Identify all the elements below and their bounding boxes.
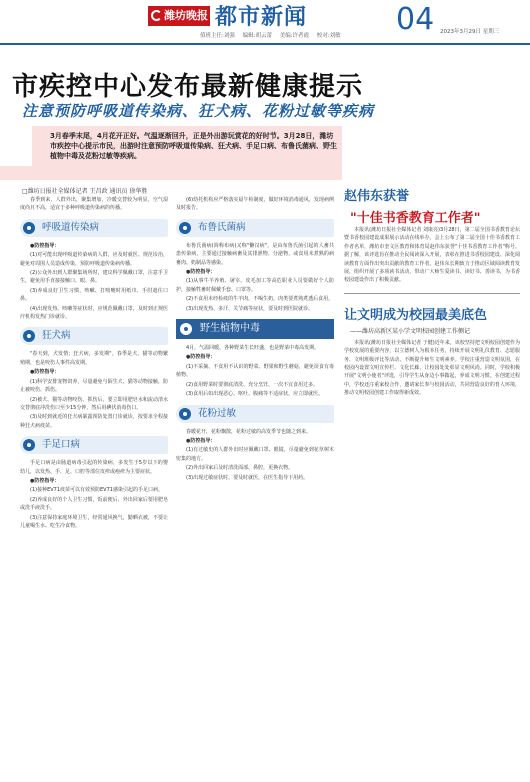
tip-paragraph: (1)对可能出现呼吸道传染病的人群，应及时就医、规范诊治，避免对周围人员造成传染，预防呼吸道传染病传播。 xyxy=(20,252,168,267)
story1-body xyxy=(344,226,520,285)
section-name: 都市新闻 xyxy=(215,5,308,30)
section-heading-text: 手足口病 xyxy=(42,439,81,451)
tip-paragraph: (2)不食用未经检疫的牛羊肉，不喝生奶，肉类要煮熟煮透后食用。 xyxy=(186,296,334,303)
bullet-circle-icon xyxy=(179,222,191,234)
editor-credits: 值班主任:刘强 编辑:胡云蕾 美编:许者霞 校对:刘敏 xyxy=(200,33,341,39)
page-number: 04 xyxy=(396,2,435,37)
section-heading-wild-plants xyxy=(176,319,334,339)
tips-heading: ●防控指导： xyxy=(186,269,216,276)
story-divider xyxy=(344,293,520,294)
tip-paragraph: (3)食用后如出现恶心、呕吐、腹痛等不适症状，应立即就医。 xyxy=(186,391,324,398)
tip-paragraph: (1)不采摘、不食用不认识的野菜、野果和野生蘑菇，避免误食有毒植物。 xyxy=(176,363,334,379)
tip-paragraph: (3)出现过敏症状时，要及时就医，在医生指导下用药。 xyxy=(186,474,309,481)
newspaper-logo xyxy=(148,6,210,26)
section-intro: 4月，气温回暖，各种野菜生长旺盛，也是野菜中毒高发期。 xyxy=(186,345,320,352)
issue-date: 2023年3月29日 星期三 xyxy=(440,29,500,35)
section-heading-rabies xyxy=(20,327,168,345)
tip-paragraph: (2)食用野菜时要彻底清洗、充分烹饪，一次不宜食用过多。 xyxy=(186,381,319,388)
tip-paragraph: (1)接种EV71疫苗可以有效预防EV71感染引起的手足口病。 xyxy=(30,487,163,494)
story2-title: 让文明成为校园最美底色 xyxy=(344,307,488,323)
section-heading-respiratory xyxy=(20,219,168,237)
section-heading-text: 呼吸道传染病 xyxy=(42,221,100,233)
tip-paragraph: (1)科学安排宠物饲养，尽量避免与陌生犬、猫等动物接触，防止被咬伤、抓伤。 xyxy=(20,378,168,394)
tips-heading: ●防控指导： xyxy=(30,242,60,249)
article-column-1 xyxy=(20,196,168,782)
bullet-circle-icon xyxy=(23,439,35,451)
tip-paragraph: (2)养成良好的个人卫生习惯，饭前便后、外出回家后要用肥皂或洗手液洗手。 xyxy=(20,496,168,512)
section-heading-hfmd xyxy=(20,436,168,454)
section-heading-text: 花粉过敏 xyxy=(198,407,237,419)
tip-paragraph: (3)养成良好卫生习惯，咳嗽、打喷嚏时用纸巾、手肘遮住口鼻。 xyxy=(20,287,168,303)
section-heading-text: 野生植物中毒 xyxy=(200,323,260,335)
main-headline: 市疾控中心发布最新健康提示 xyxy=(12,72,364,102)
bullet-circle-icon xyxy=(179,408,191,420)
tip-paragraph: (3)及时到就近的狂犬病暴露预防处置门诊就诊，按要求全程接种狂犬病疫苗。 xyxy=(20,414,168,429)
tip-paragraph: (4)出现发热、咳嗽等症状时，应规范佩戴口罩，及时到正规医疗机构发热门诊就诊。 xyxy=(20,305,168,321)
side-column xyxy=(344,170,520,782)
tip-paragraph: (3)出现发热、多汗、关节痛等症状，要及时到医院就诊。 xyxy=(186,305,314,312)
logo-text: 潍坊晚报 xyxy=(164,9,208,22)
section-heading-pollen xyxy=(176,405,334,423)
tip-paragraph: (2)公众外出到人群聚集场所时，建议科学佩戴口罩，注意手卫生，避免用手直接接触口、眼、鼻。 xyxy=(20,270,168,285)
tip-paragraph: (6)幼托机构应严格落实晨午检制度，做好环境消毒通风，发现病例及时报告。 xyxy=(176,197,334,212)
section-heading-text: 狂犬病 xyxy=(42,330,71,342)
masthead xyxy=(0,0,530,44)
section-heading-brucellosis xyxy=(176,219,334,237)
tips-heading: ●防控指导： xyxy=(186,354,216,361)
section-intro: 春暖花开，花粉飘散，花粉过敏的高发季节也随之到来。 xyxy=(186,428,312,435)
lead-text: 3月春季末尾，4月花开正好。气温逐渐回升，正是外出游玩赏花的好时节。3月28日，潍坊市疾控中心提示市民，出游时注意预防呼吸道传染病、狂犬病、手足口病、布鲁氏菌病、野生植物中毒及花粉过敏等疾病。 xyxy=(50,132,337,160)
bullet-circle-icon xyxy=(23,330,35,342)
tip-paragraph: (1)有过敏史的人群外出时应佩戴口罩、眼镜，尽量避免到花草树木密集的地方。 xyxy=(176,447,334,462)
lead-banner xyxy=(32,126,342,166)
tip-paragraph: (3)注意保持家庭环境卫生，经常通风换气，勤晒衣被，不要让儿童喝生水、吃生冷食物。 xyxy=(20,514,168,529)
section-intro: 手足口病是由肠道病毒引起的传染病，多发生于5岁以下的婴幼儿，以发热、手、足、口腔等部位皮疹或疱疹为主要症状。 xyxy=(20,460,168,475)
tip-paragraph: (2)外出回家后及时清洗面部、鼻腔，更换衣物。 xyxy=(186,465,294,472)
byline: □潍坊日报社全媒体记者 王昌政 通讯员 徐华胜 xyxy=(22,188,148,195)
intro-paragraph: 春季到来，人群外出，聚集增加，冷暖交替较为明显，空气湿度尚且不高，适宜于多种呼吸道传染病的传播。 xyxy=(20,197,168,212)
story2-paragraph: 本报讯(潍坊日报社全媒体记者 于健)近年来，该校坚持把文明校园创建作为学校发展的重要内容，以立德树人为根本任务，持续开展文明礼仪教育、志愿服务、文明班级评比等活动，不断提升师生文明素养。学校注重营造文明氛围，在校园内设置文明宣传栏、文化长廊，让校园处处彰显文明风尚。同时，学校积极开展"文明小使者"评选，引导学生从身边小事做起，养成文明习惯。在创建过程中，学校还注重家校合作，邀请家长参与校园活动，共同营造良好的育人环境，推动文明校园创建工作取得新成效。 xyxy=(344,339,520,397)
story1-title-line2: "十佳书香教育工作者" xyxy=(350,211,481,226)
tip-paragraph: (1)从事牛羊养殖、屠宰、皮毛加工等高危职业人员要做好个人防护，接触牲畜时佩戴手套、口罩等。 xyxy=(176,278,334,293)
masthead-rule xyxy=(0,43,530,45)
logo-swirl-icon xyxy=(151,10,162,21)
story2-subtitle: ——潍坊高新区某小学文明校园创建工作侧记 xyxy=(350,327,471,335)
sub-headline: 注意预防呼吸道传染病、狂犬病、花粉过敏等疾病 xyxy=(22,102,375,120)
story1-title-line1: 赵伟东获誉 xyxy=(344,189,410,204)
story2-body xyxy=(344,339,520,398)
tip-paragraph: (2)被犬、猫等动物咬伤、抓伤后，要立即用肥皂水和流动清水交替彻底冲洗伤口至少15分钟，然后用碘伏消毒伤口。 xyxy=(20,396,168,411)
tips-heading: ●防控指导： xyxy=(186,437,216,444)
tips-heading: ●防控指导： xyxy=(30,369,60,376)
section-heading-text: 布鲁氏菌病 xyxy=(198,221,246,233)
tips-heading: ●防控指导： xyxy=(30,477,60,484)
section-intro: 布鲁氏菌病(简称布病)又称"懒汉病"，是由布鲁氏菌引起的人畜共患传染病，主要通过接触病畜及其排泄物、分泌物，或食用未煮熟的病畜肉、奶制品等感染。 xyxy=(176,242,334,266)
bullet-circle-icon xyxy=(23,222,35,234)
banner-background xyxy=(0,166,342,180)
bullet-circle-icon xyxy=(180,323,192,335)
story1-paragraph: 本报讯(潍坊日报社全媒体记者 刘康亮)3月28日，第二届全国书香教育论坛暨书香校园建设成果展示活动在线举办，会上公布了第二届全国十佳书香教育工作者名单，潍坊市奎文区教育和体育局赵伟东获誉"十佳书香教育工作者"称号。据了解，该评选旨在推动全民阅读深入开展，表彰在推进书香校园建设、深化阅读教育方面作出突出贡献的教育工作者。赵伟东长期致力于推动区域阅读教育发展，组织开展了多项读书活动，带动广大师生爱读书、读好书、善读书，为书香校园建设作出了积极贡献。 xyxy=(344,227,520,284)
article-column-2 xyxy=(176,196,334,782)
section-intro: "春天到，犬发情；狂犬病，多发期"。春季是犬、猫等动物繁殖期，也是咬伤人事件高发期。 xyxy=(20,351,168,366)
